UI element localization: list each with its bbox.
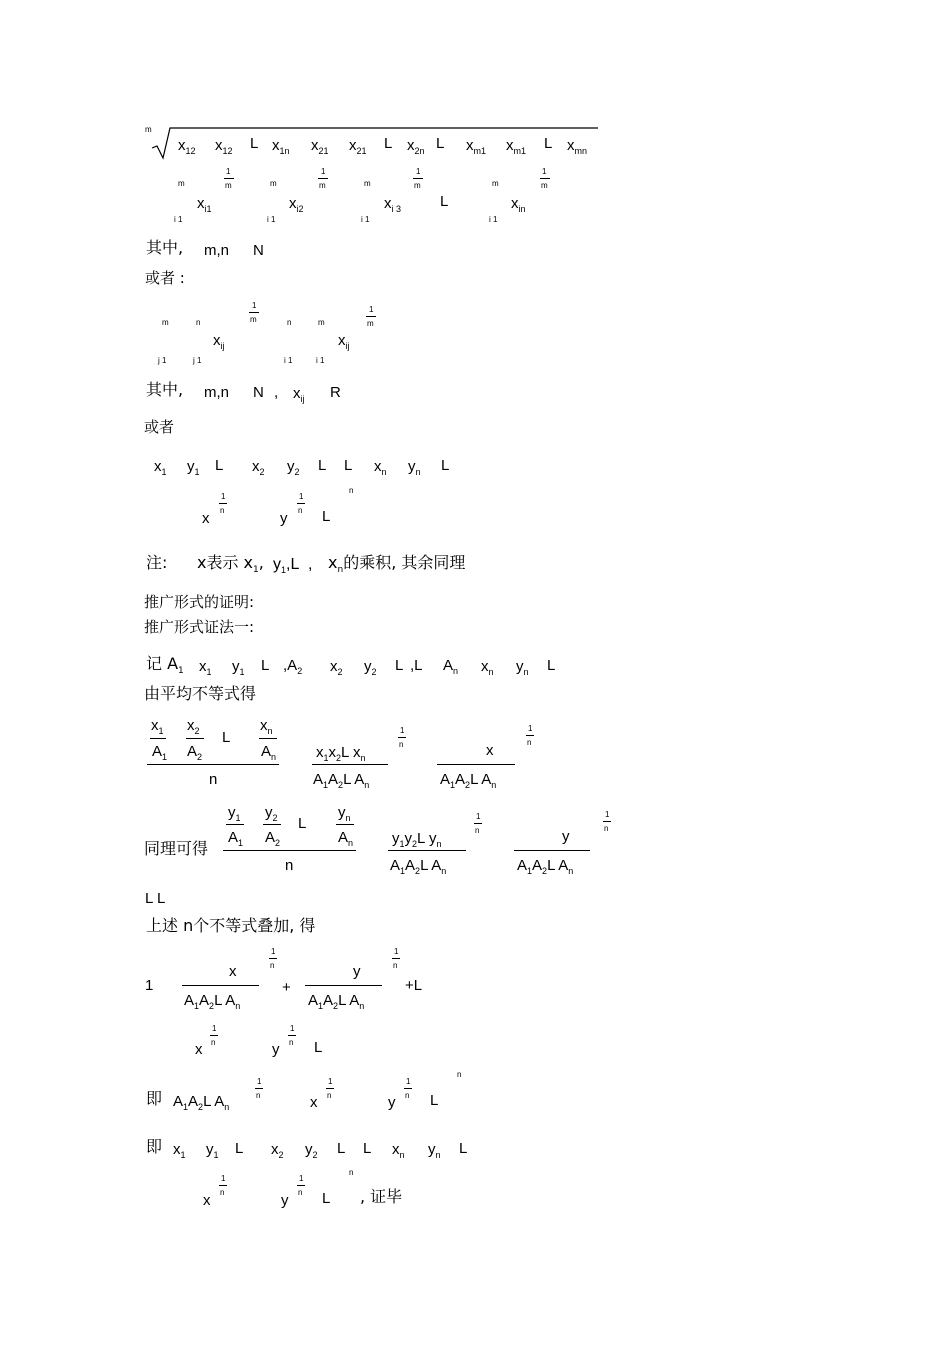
text-avg-ineq: 由平均不等式得	[144, 684, 257, 703]
text-tongli: 同理可得	[144, 839, 209, 858]
text-shangshu: 上述 n个不等式叠加, 得	[146, 916, 316, 935]
label-qizhong: 其中,	[146, 238, 184, 257]
heading-proof-1: 推广形式证法一:	[144, 618, 255, 636]
text-N: N	[253, 242, 264, 259]
label-huozhe-2: 或者	[144, 418, 175, 436]
root-index: m	[145, 125, 152, 134]
text-mn: m,n	[204, 242, 230, 259]
label-huozhe: 或者 :	[145, 269, 185, 287]
text-LL: L L	[145, 890, 166, 907]
heading-proof: 推广形式的证明:	[144, 593, 255, 611]
